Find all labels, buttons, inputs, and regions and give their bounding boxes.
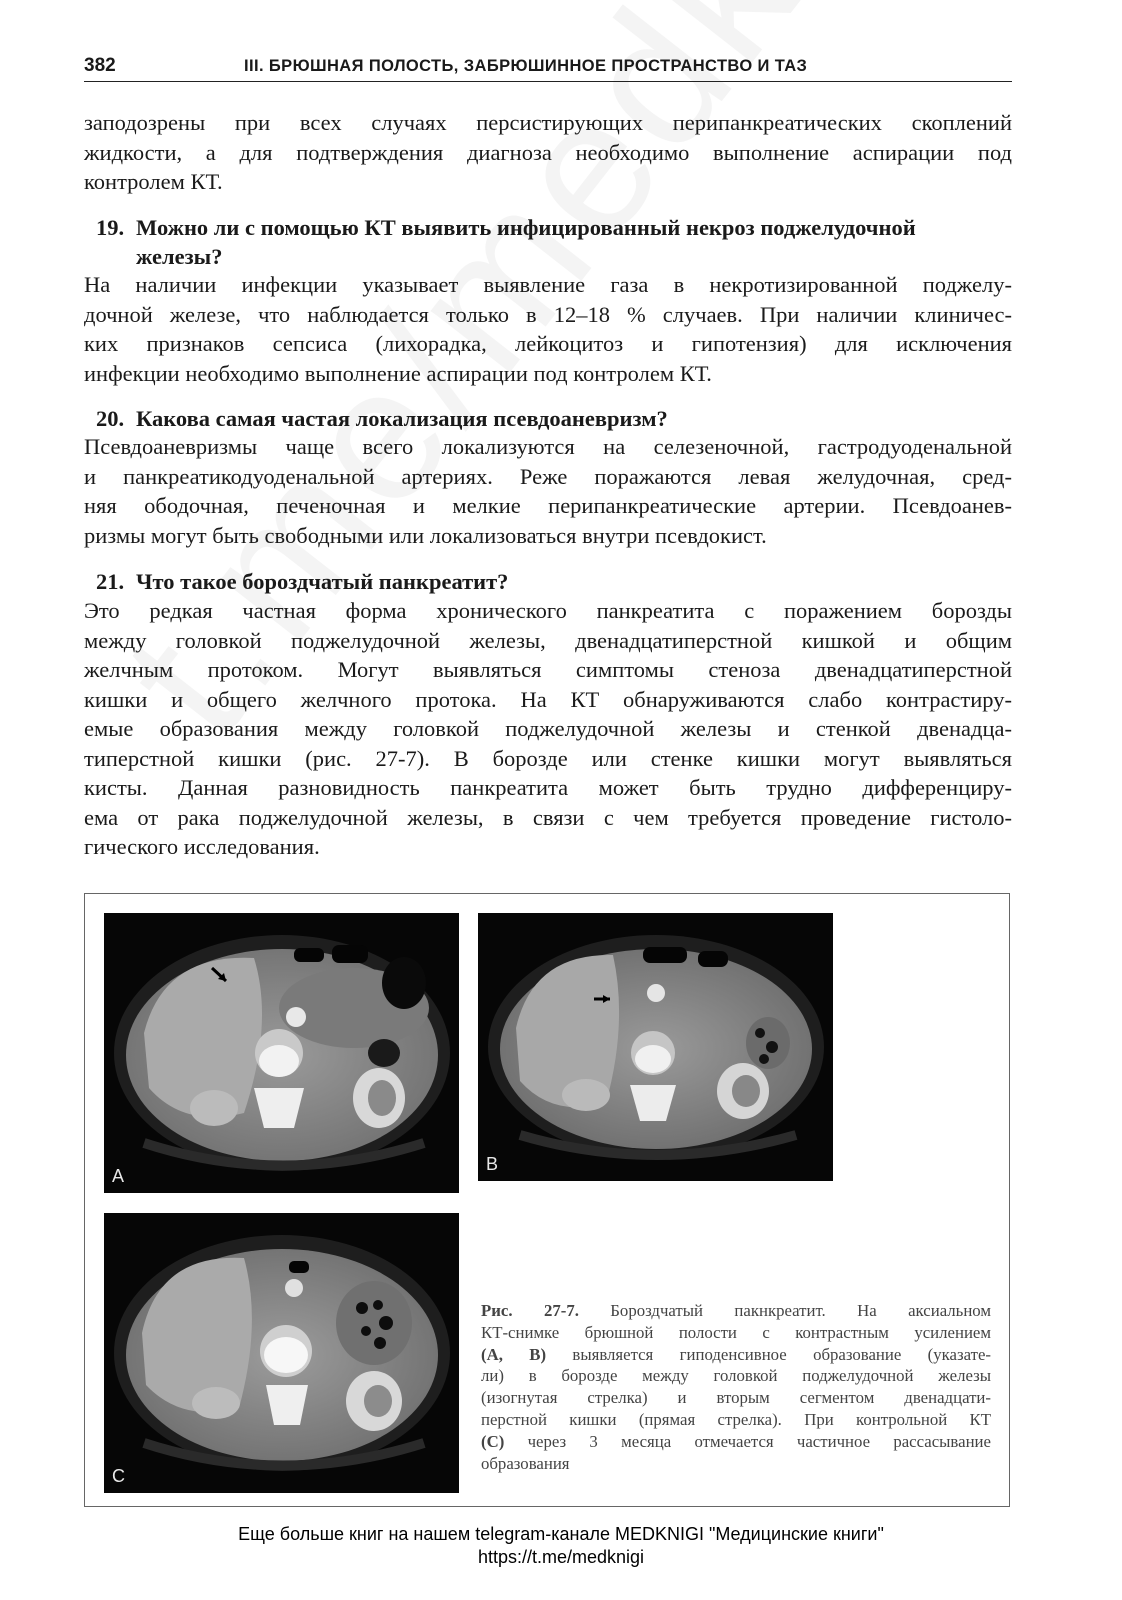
panel-label: B [486, 1154, 499, 1174]
panel-label: C [112, 1466, 125, 1486]
question-title-continued: железы? [136, 244, 223, 269]
question-title: Можно ли с помощью КТ выявить инфицированный некроз поджелудочной [136, 215, 916, 240]
page-number: 382 [84, 55, 116, 76]
text-line: контролем КТ. [84, 169, 223, 194]
text-line: между головкой поджелудочной железы, двенадцатиперстной кишкой и общим [84, 627, 1012, 653]
footer-promo: Еще больше книг на нашем telegram-канале MEDKNIGI "Медицинские книги" [238, 1524, 884, 1544]
text-line: няя ободочная, печеночная и мелкие перипанкреатические артерии. Псевдоанев- [84, 493, 1012, 518]
caption-line: ли) в борозде между головкой поджелудочной железы [481, 1366, 991, 1386]
caption-line: (изогнутая стрелка) и вторым сегментом двенадцати- [481, 1388, 991, 1408]
text-line: кишки и общего желчного протока. На КТ обнаруживаются слабо контрастиру- [84, 686, 1012, 712]
text-line: ких признаков сепсиса (лихорадка, лейкоцитоз и гипотензия) для исключения [84, 331, 1012, 356]
text-line: инфекции необходимо выполнение аспирации под контролем КТ. [84, 360, 712, 386]
text-line: заподозрены при всех случаях персистирующих перипанкреатических скоплений [84, 110, 1012, 135]
caption-label: Рис. 27-7. [481, 1301, 579, 1320]
text-line: ема от рака поджелудочной железы, в связи с чем требуется проведение гистоло- [84, 804, 1012, 830]
running-title: III. БРЮШНАЯ ПОЛОСТЬ, ЗАБРЮШИННОЕ ПРОСТРАНСТВО И ТАЗ [244, 57, 808, 75]
text-line: На наличии инфекции указывает выявление газа в некротизированной поджелу- [84, 272, 1012, 297]
text-line: ризмы могут быть свободными или локализоваться внутри псевдокист. [84, 522, 767, 548]
caption-line: перстной кишки (прямая стрелка). При контрольной КТ [481, 1409, 991, 1429]
caption-text: через 3 месяца отмечается частичное рассасывание [527, 1431, 991, 1451]
text-line: емые образования между головкой поджелудочной железы и стенкой двенадца- [84, 716, 1012, 741]
text-line: желчным протоком. Могут выявляться симптомы стеноза двенадцатиперстной [84, 657, 1012, 682]
answer-20 [84, 432, 1012, 550]
question-title: Какова самая частая локализация псевдоаневризм? [136, 406, 668, 431]
caption-line [481, 1344, 991, 1366]
ct-image-b [478, 913, 833, 1181]
question-title: Что такое бороздчатый панкреатит? [136, 569, 509, 594]
caption-ref-ab: (А, В) [481, 1344, 547, 1364]
text-line: дочной железе, что наблюдается только в 12–18 % случаев. При наличии клиничес- [84, 301, 1012, 327]
caption-line [481, 1431, 991, 1453]
question-number: 20. [96, 406, 125, 431]
question-number: 19. [96, 215, 125, 240]
text-line: жидкости, а для подтверждения диагноза необходимо выполнение аспирации под [84, 139, 1012, 165]
answer-19 [84, 270, 1012, 388]
answer-21 [84, 596, 1012, 862]
question-21-heading [96, 567, 1012, 596]
text-line: Это редкая частная форма хронического панкреатита с поражением борозды [84, 598, 1012, 623]
text-line: типерстной кишки (рис. 27-7). В борозде или стенке кишки могут выявляться [84, 745, 1012, 771]
caption-line [481, 1300, 991, 1322]
ct-image-c [104, 1213, 459, 1493]
question-20-heading [96, 404, 1012, 433]
text-line: и панкреатикодуоденальной артериях. Реже поражаются левая желудочная, сред- [84, 463, 1012, 489]
question-19-heading [96, 213, 1012, 271]
figure-caption [481, 1300, 991, 1474]
caption-line: образования [481, 1453, 570, 1473]
intro-paragraph [84, 108, 1012, 197]
caption-ref-c: (С) [481, 1431, 505, 1451]
caption-title: Бороздчатый пакнкреатит. На аксиальном [578, 1301, 991, 1320]
caption-text: выявляется гиподенсивное образование (указате- [572, 1344, 992, 1364]
caption-line: КТ-снимке брюшной полости с контрастным усилением [481, 1322, 991, 1342]
text-line: гического исследования. [84, 834, 320, 859]
question-number: 21. [96, 569, 125, 594]
text-line: кисты. Данная разновидность панкреатита может быть трудно дифференциру- [84, 775, 1012, 800]
running-header [84, 53, 1012, 82]
ct-image-a [104, 913, 459, 1193]
footer-link[interactable]: https://t.me/medknigi [477, 1547, 645, 1567]
text-line: Псевдоаневризмы чаще всего локализуются на селезеночной, гастродуоденальной [84, 434, 1012, 459]
panel-label: A [112, 1166, 125, 1186]
